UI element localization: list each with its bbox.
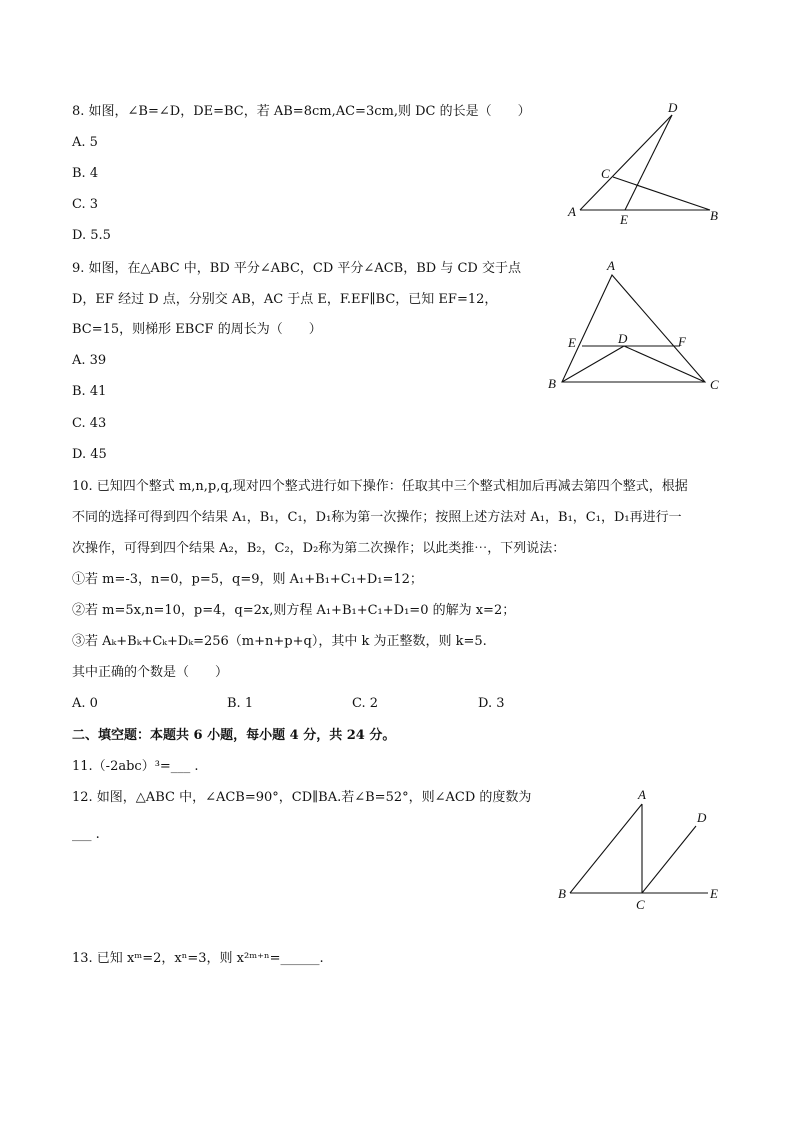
section-2-heading: 二、填空题：本题共 6 小题，每小题 4 分，共 24 分。: [72, 728, 396, 743]
q9-label-f: F: [678, 334, 686, 349]
q9-option-d: D. 45: [72, 447, 107, 462]
q10-stem-line-1: 10. 已知四个整式 m,n,p,q,现对四个整式进行如下操作：任取其中三个整式相加后再减去第四个整式，根据: [72, 479, 688, 494]
q9-label-a: A: [607, 258, 615, 273]
q9-label-c: C: [710, 377, 719, 392]
q9-option-b: B. 41: [72, 384, 107, 399]
q8-label-d: D: [668, 100, 678, 115]
q8-label-b: B: [710, 208, 718, 223]
q10-option-a: A. 0: [72, 696, 98, 711]
q8-figure: [560, 100, 740, 230]
q12-label-e: E: [710, 886, 718, 901]
q9-segment-bd: [562, 346, 624, 382]
q12-blank: ___ .: [72, 827, 100, 842]
q10-statement-3: ③若 Aₖ+Bₖ+Cₖ+Dₖ=256（m+n+p+q），其中 k 为正整数，则 k=5.: [72, 634, 487, 649]
q8-option-a: A. 5: [72, 135, 98, 150]
q9-stem-line-2: D，EF 经过 D 点，分别交 AB，AC 于点 E，F.EF∥BC，已知 EF=12，: [72, 292, 498, 307]
q10-statement-2: ②若 m=5x,n=10，p=4，q=2x,则方程 A₁+B₁+C₁+D₁=0 的解为 x=2；: [72, 603, 516, 618]
q10-stem-line-3: 次操作，可得到四个结果 A₂，B₂，C₂，D₂称为第二次操作；以此类推⋯，下列说法：: [72, 541, 566, 556]
q12-label-c: C: [636, 897, 645, 912]
q12-figure: [548, 782, 738, 914]
q12-stem: 12. 如图，△ABC 中，∠ACB=90°，CD∥BA.若∠B=52°，则∠ACD 的度数为: [72, 790, 532, 805]
q10-option-d: D. 3: [478, 696, 505, 711]
q8-segment-ad: [580, 115, 672, 210]
q13-text: 13. 已知 xᵐ=2，xⁿ=3，则 x²ᵐ⁺ⁿ=______.: [72, 951, 324, 966]
q10-statement-1: ①若 m=-3，n=0，p=5，q=9，则 A₁+B₁+C₁+D₁=12；: [72, 572, 423, 587]
q9-segment-cd: [624, 346, 705, 382]
q10-option-b: B. 1: [227, 696, 254, 711]
q10-stem-line-2: 不同的选择可得到四个结果 A₁，B₁，C₁，D₁称为第一次操作；按照上述方法对 A₁，B₁，C₁，D₁再进行一: [72, 510, 682, 525]
q9-option-a: A. 39: [72, 353, 107, 368]
q12-label-b: B: [558, 886, 566, 901]
q8-label-e: E: [620, 212, 628, 227]
q12-segment-cd: [642, 826, 696, 893]
q8-label-c: C: [601, 166, 610, 181]
q9-option-c: C. 43: [72, 416, 107, 431]
q8-label-a: A: [568, 204, 576, 219]
q11-text: 11.（-2abc）³=___ .: [72, 759, 199, 774]
q9-stem-line-1: 9. 如图，在△ABC 中，BD 平分∠ABC，CD 平分∠ACB，BD 与 CD 交于点: [72, 261, 521, 276]
q12-label-d: D: [697, 810, 707, 825]
q8-option-d: D. 5.5: [72, 228, 111, 243]
q9-figure: [540, 255, 730, 400]
q8-stem: 8. 如图，∠B=∠D，DE=BC，若 AB=8cm,AC=3cm,则 DC 的长是（ ）: [72, 104, 531, 119]
q12-segment-ba: [570, 804, 642, 893]
q9-label-b: B: [548, 376, 556, 391]
q8-option-b: B. 4: [72, 166, 99, 181]
q10-question: 其中正确的个数是（ ）: [72, 665, 229, 680]
q9-stem-line-3: BC=15，则梯形 EBCF 的周长为（ ）: [72, 322, 322, 337]
q9-label-d: D: [618, 331, 628, 346]
q9-triangle-abc: [562, 275, 705, 382]
q10-option-c: C. 2: [352, 696, 379, 711]
q9-label-e: E: [568, 335, 576, 350]
q8-segment-de: [625, 115, 672, 210]
q8-option-c: C. 3: [72, 197, 99, 212]
q12-label-a: A: [638, 787, 646, 802]
